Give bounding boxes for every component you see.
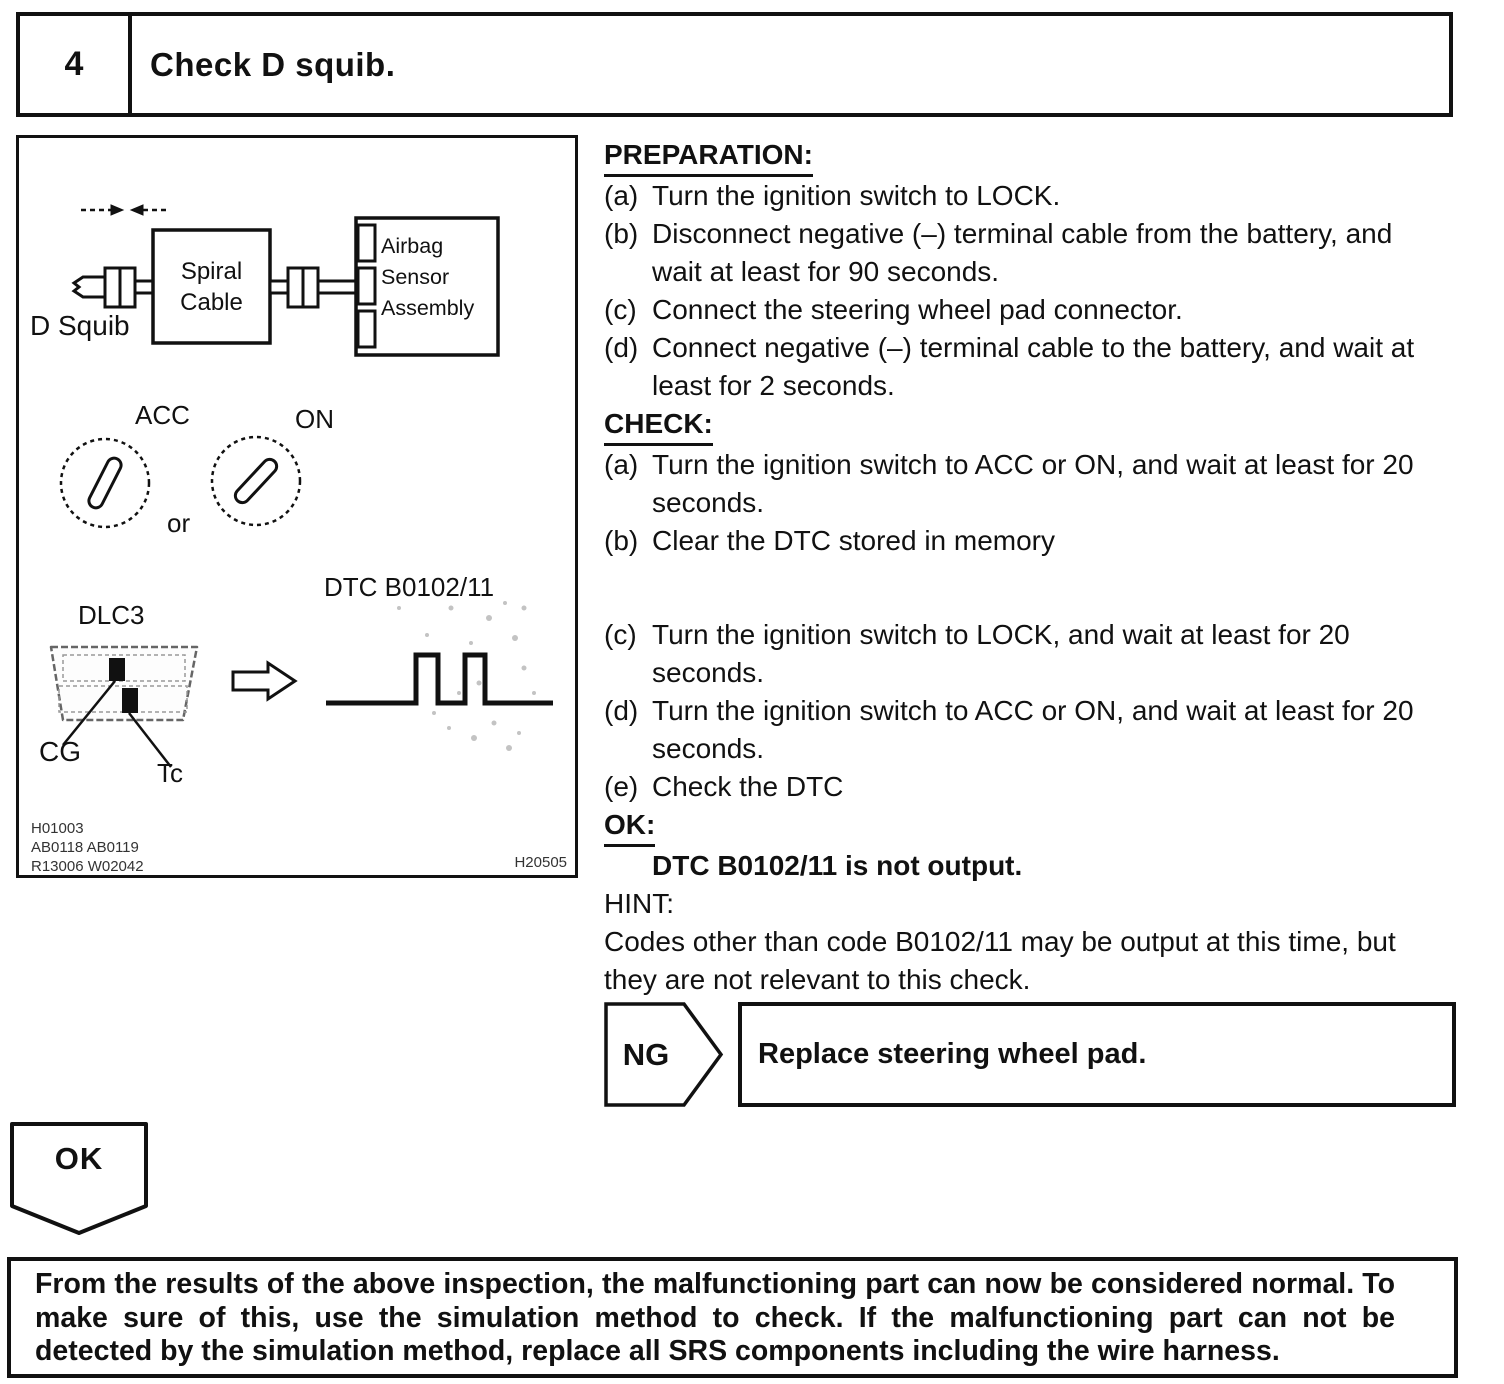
dtc-code-label: DTC B0102/11 <box>324 572 495 602</box>
hint-text: Codes other than code B0102/11 may be output at this time, but they are not relevant to this check. <box>604 926 1396 995</box>
step-label: (c) <box>604 619 637 650</box>
figure-id: H20505 <box>514 854 567 871</box>
preparation-heading <box>604 136 1422 177</box>
check-step <box>604 768 1422 806</box>
figure-box <box>16 135 578 878</box>
airbag-sensor-assembly-label: Airbag Sensor Assembly <box>381 234 475 320</box>
step-text: Disconnect negative (–) terminal cable from the battery, and wait at least for 90 seconds. <box>652 218 1393 287</box>
step-text: Connect the steering wheel pad connector. <box>652 294 1183 325</box>
step-label: (a) <box>604 449 639 480</box>
tc-pin-label: Tc <box>157 758 183 788</box>
dtc-waveform <box>326 655 553 703</box>
check-heading <box>604 405 1422 446</box>
instruction-column <box>604 136 1422 999</box>
preparation-heading-text: PREPARATION: <box>604 136 813 177</box>
step-label: (b) <box>604 525 639 556</box>
check-step <box>604 692 1422 768</box>
step-label: (d) <box>604 695 639 726</box>
check-heading-text: CHECK: <box>604 405 713 446</box>
or-label: or <box>167 508 191 538</box>
connect-arrows-icon <box>81 205 170 215</box>
step-text: Turn the ignition switch to LOCK. <box>652 180 1061 211</box>
step-text: Check the DTC <box>652 771 844 802</box>
d-squib-label: D Squib <box>30 310 130 341</box>
result-arrow-icon <box>233 663 295 699</box>
step-label: (c) <box>604 294 637 325</box>
check-step <box>604 616 1422 692</box>
ng-arrow <box>604 1002 724 1107</box>
conclusion-text: From the results of the above inspection, the malfunctioning part can now be considered normal. To make sure of this, use the simulation method to check. If the malfunctioning part can not be detected by the simulation method, replace all SRS components including the wire harness. <box>35 1268 1395 1367</box>
spacer <box>604 560 1422 616</box>
ok-heading <box>604 806 1422 847</box>
preparation-step <box>604 329 1422 405</box>
figure-code-line: AB0118 AB0119 <box>31 839 139 856</box>
dlc3-label: DLC3 <box>78 600 145 630</box>
figure-line-art <box>19 138 581 881</box>
ok-flow-label: OK <box>54 1141 104 1176</box>
step-number: 4 <box>20 16 132 113</box>
step-label: (a) <box>604 180 639 211</box>
figure-reference-codes <box>31 819 144 876</box>
step-label: (e) <box>604 771 639 802</box>
spiral-cable-label: Spiral Cable <box>180 257 243 316</box>
ok-arrow-shape-icon <box>9 1121 149 1237</box>
ok-result: DTC B0102/11 is not output. <box>652 850 1023 881</box>
on-label: ON <box>295 404 334 434</box>
ignition-key-on-icon <box>212 437 300 525</box>
figure-code-line: H01003 <box>31 820 84 837</box>
preparation-step <box>604 291 1422 329</box>
tc-pin <box>122 688 138 713</box>
step-label: (b) <box>604 218 639 249</box>
hint-heading: HINT: <box>604 888 674 919</box>
cg-pin-label: CG <box>39 736 81 767</box>
ok-flow-arrow <box>9 1121 149 1237</box>
acc-label: ACC <box>135 400 190 430</box>
step-title: Check D squib. <box>150 45 396 83</box>
ok-heading-text: OK: <box>604 806 655 847</box>
step-text: Turn the ignition switch to LOCK, and wait at least for 20 seconds. <box>652 619 1350 688</box>
step-text: Turn the ignition switch to ACC or ON, and wait at least for 20 seconds. <box>652 449 1414 518</box>
step-text: Connect negative (–) terminal cable to the battery, and wait at least for 2 seconds. <box>652 332 1415 401</box>
preparation-step <box>604 177 1422 215</box>
ng-label: NG <box>622 1036 670 1072</box>
step-header <box>16 12 1453 117</box>
ng-action-text: Replace steering wheel pad. <box>758 1038 1147 1070</box>
step-label: (d) <box>604 332 639 363</box>
ng-action-box <box>738 1002 1456 1107</box>
figure-code-line: R13006 W02042 <box>31 858 144 875</box>
step-text: Turn the ignition switch to ACC or ON, and wait at least for 20 seconds. <box>652 695 1414 764</box>
ignition-key-acc-icon <box>61 439 149 527</box>
conclusion-box <box>7 1257 1458 1378</box>
step-text: Clear the DTC stored in memory <box>652 525 1056 556</box>
preparation-step <box>604 215 1422 291</box>
cg-pin <box>109 658 125 681</box>
check-step <box>604 522 1422 560</box>
check-step <box>604 446 1422 522</box>
